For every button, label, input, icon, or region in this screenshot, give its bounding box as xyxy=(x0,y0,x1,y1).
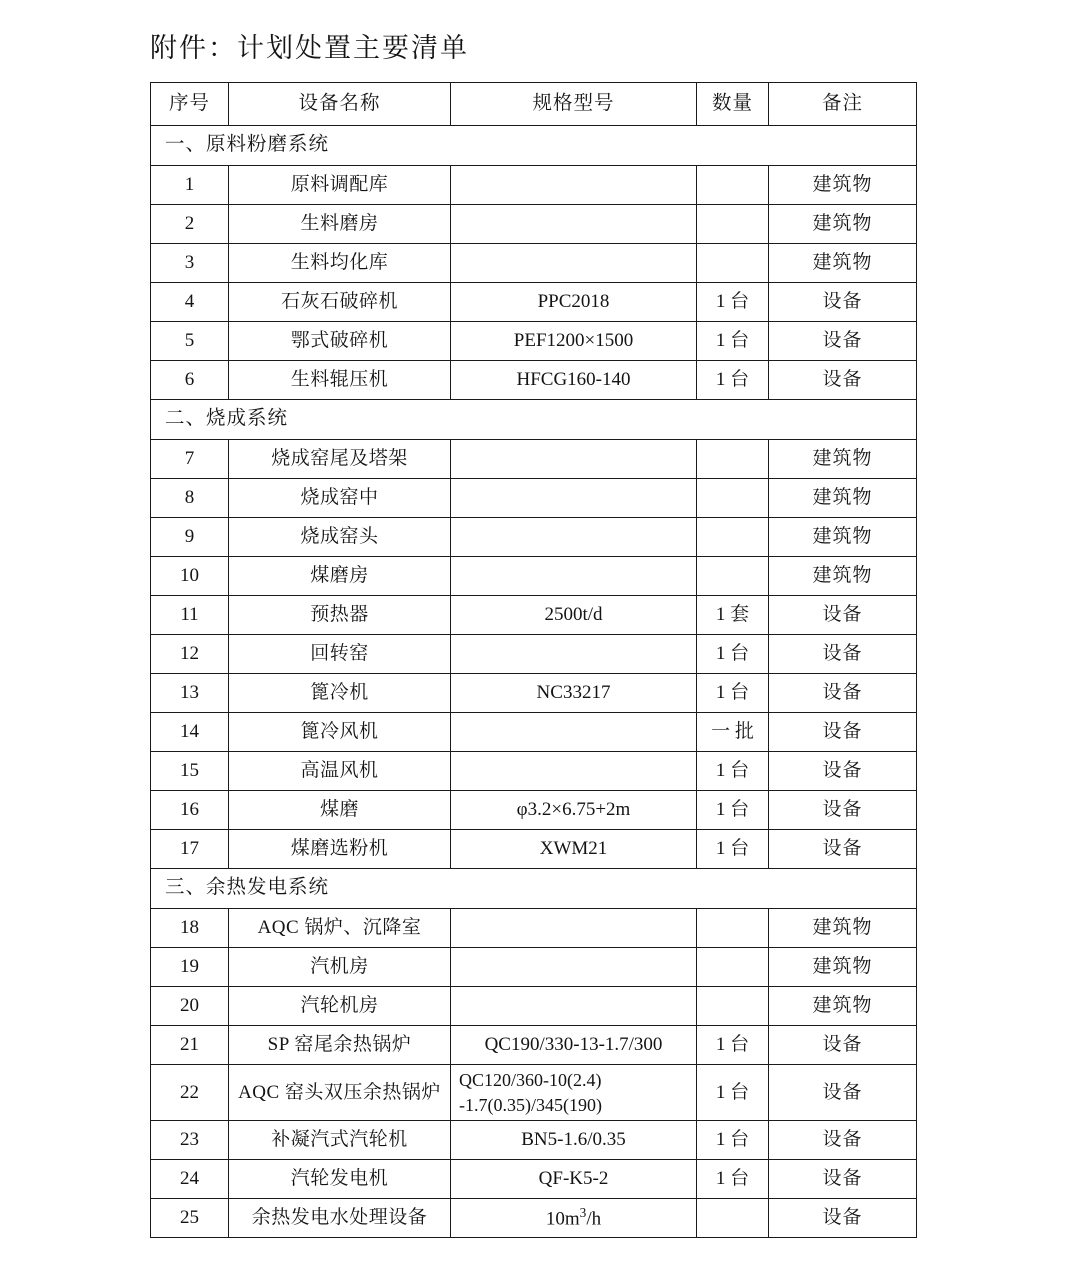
table-row xyxy=(151,909,917,948)
cell-note: 建筑物 xyxy=(769,518,917,557)
cell-equipment-name: 汽机房 xyxy=(229,948,451,987)
cell-equipment-name: SP 窑尾余热锅炉 xyxy=(229,1026,451,1065)
table-row xyxy=(151,518,917,557)
cell-quantity xyxy=(697,987,769,1026)
cell-quantity: 1 台 xyxy=(697,635,769,674)
cell-specification xyxy=(451,479,697,518)
cell-equipment-name: 烧成窑尾及塔架 xyxy=(229,440,451,479)
cell-note: 建筑物 xyxy=(769,440,917,479)
cell-equipment-name: 生料均化库 xyxy=(229,244,451,283)
cell-equipment-name: 预热器 xyxy=(229,596,451,635)
cell-no: 1 xyxy=(151,166,229,205)
cell-quantity xyxy=(697,166,769,205)
cell-specification: BN5-1.6/0.35 xyxy=(451,1121,697,1160)
table-row xyxy=(151,830,917,869)
cell-note: 设备 xyxy=(769,752,917,791)
cell-no: 15 xyxy=(151,752,229,791)
cell-quantity: 1 台 xyxy=(697,830,769,869)
cell-specification xyxy=(451,440,697,479)
table-section-row xyxy=(151,400,917,440)
cell-specification: QC190/330-13-1.7/300 xyxy=(451,1026,697,1065)
cell-quantity: 1 台 xyxy=(697,1160,769,1199)
cell-equipment-name: 高温风机 xyxy=(229,752,451,791)
cell-no: 6 xyxy=(151,361,229,400)
cell-note: 建筑物 xyxy=(769,557,917,596)
cell-note: 设备 xyxy=(769,1199,917,1238)
cell-quantity: 1 台 xyxy=(697,1065,769,1121)
cell-no: 10 xyxy=(151,557,229,596)
cell-no: 20 xyxy=(151,987,229,1026)
table-row xyxy=(151,1121,917,1160)
cell-specification xyxy=(451,244,697,283)
cell-note: 建筑物 xyxy=(769,166,917,205)
cell-specification xyxy=(451,635,697,674)
section-heading: 三、余热发电系统 xyxy=(151,869,917,909)
cell-no: 4 xyxy=(151,283,229,322)
cell-specification: PEF1200×1500 xyxy=(451,322,697,361)
cell-quantity xyxy=(697,244,769,283)
cell-quantity: 1 台 xyxy=(697,322,769,361)
cell-specification: QC120/360-10(2.4) -1.7(0.35)/345(190) xyxy=(451,1065,697,1121)
table-row xyxy=(151,479,917,518)
table-row xyxy=(151,244,917,283)
cell-quantity xyxy=(697,479,769,518)
cell-no: 12 xyxy=(151,635,229,674)
cell-no: 13 xyxy=(151,674,229,713)
cell-quantity: 1 台 xyxy=(697,361,769,400)
cell-specification: XWM21 xyxy=(451,830,697,869)
cell-equipment-name: 烧成窑头 xyxy=(229,518,451,557)
column-header-note: 备注 xyxy=(769,83,917,126)
table-row xyxy=(151,205,917,244)
cell-no: 25 xyxy=(151,1199,229,1238)
table-row xyxy=(151,166,917,205)
cell-no: 11 xyxy=(151,596,229,635)
table-row xyxy=(151,1160,917,1199)
cell-quantity xyxy=(697,205,769,244)
cell-note: 设备 xyxy=(769,322,917,361)
cell-quantity xyxy=(697,557,769,596)
cell-no: 17 xyxy=(151,830,229,869)
cell-quantity xyxy=(697,948,769,987)
table-section-row xyxy=(151,869,917,909)
table-row xyxy=(151,987,917,1026)
cell-equipment-name: 生料辊压机 xyxy=(229,361,451,400)
cell-specification xyxy=(451,948,697,987)
cell-note: 设备 xyxy=(769,596,917,635)
table-header-row xyxy=(151,83,917,126)
cell-note: 设备 xyxy=(769,361,917,400)
cell-no: 5 xyxy=(151,322,229,361)
equipment-table-wrapper xyxy=(150,82,916,1238)
cell-specification: φ3.2×6.75+2m xyxy=(451,791,697,830)
cell-note: 设备 xyxy=(769,283,917,322)
column-header-qty: 数量 xyxy=(697,83,769,126)
cell-specification xyxy=(451,752,697,791)
section-heading: 二、烧成系统 xyxy=(151,400,917,440)
cell-equipment-name: 煤磨 xyxy=(229,791,451,830)
cell-no: 14 xyxy=(151,713,229,752)
table-body xyxy=(151,126,917,1238)
cell-quantity: 1 台 xyxy=(697,283,769,322)
cell-equipment-name: 烧成窑中 xyxy=(229,479,451,518)
page-title: 附件：计划处置主要清单 xyxy=(150,33,469,63)
section-heading: 一、原料粉磨系统 xyxy=(151,126,917,166)
table-row xyxy=(151,1199,917,1238)
cell-no: 8 xyxy=(151,479,229,518)
cell-note: 设备 xyxy=(769,830,917,869)
cell-no: 23 xyxy=(151,1121,229,1160)
cell-note: 设备 xyxy=(769,1160,917,1199)
cell-specification xyxy=(451,557,697,596)
cell-equipment-name: 汽轮发电机 xyxy=(229,1160,451,1199)
table-row xyxy=(151,1065,917,1121)
cell-quantity: 一 批 xyxy=(697,713,769,752)
cell-no: 21 xyxy=(151,1026,229,1065)
cell-equipment-name: 篦冷机 xyxy=(229,674,451,713)
table-row xyxy=(151,713,917,752)
cell-no: 19 xyxy=(151,948,229,987)
column-header-name: 设备名称 xyxy=(229,83,451,126)
table-row xyxy=(151,1026,917,1065)
cell-quantity: 1 台 xyxy=(697,674,769,713)
cell-quantity xyxy=(697,440,769,479)
cell-equipment-name: 汽轮机房 xyxy=(229,987,451,1026)
cell-equipment-name: 煤磨选粉机 xyxy=(229,830,451,869)
cell-equipment-name: AQC 窑头双压余热锅炉 xyxy=(229,1065,451,1121)
cell-quantity: 1 台 xyxy=(697,1121,769,1160)
cell-no: 9 xyxy=(151,518,229,557)
cell-note: 设备 xyxy=(769,791,917,830)
cell-note: 设备 xyxy=(769,635,917,674)
cell-specification: HFCG160-140 xyxy=(451,361,697,400)
cell-specification xyxy=(451,518,697,557)
cell-specification: QF-K5-2 xyxy=(451,1160,697,1199)
cell-note: 设备 xyxy=(769,1121,917,1160)
cell-note: 设备 xyxy=(769,1065,917,1121)
table-section-row xyxy=(151,126,917,166)
cell-equipment-name: 石灰石破碎机 xyxy=(229,283,451,322)
cell-no: 2 xyxy=(151,205,229,244)
cell-no: 18 xyxy=(151,909,229,948)
cell-no: 16 xyxy=(151,791,229,830)
table-row xyxy=(151,596,917,635)
cell-equipment-name: 余热发电水处理设备 xyxy=(229,1199,451,1238)
cell-equipment-name: 原料调配库 xyxy=(229,166,451,205)
cell-note: 建筑物 xyxy=(769,205,917,244)
cell-no: 3 xyxy=(151,244,229,283)
table-row xyxy=(151,635,917,674)
cell-note: 设备 xyxy=(769,1026,917,1065)
cell-note: 建筑物 xyxy=(769,244,917,283)
cell-specification xyxy=(451,166,697,205)
cell-specification: NC33217 xyxy=(451,674,697,713)
table-row xyxy=(151,361,917,400)
cell-equipment-name: 回转窑 xyxy=(229,635,451,674)
table-row xyxy=(151,283,917,322)
table-row xyxy=(151,440,917,479)
cell-no: 22 xyxy=(151,1065,229,1121)
cell-specification xyxy=(451,987,697,1026)
table-row xyxy=(151,557,917,596)
cell-no: 24 xyxy=(151,1160,229,1199)
cell-equipment-name: 鄂式破碎机 xyxy=(229,322,451,361)
cell-equipment-name: 补凝汽式汽轮机 xyxy=(229,1121,451,1160)
cell-quantity: 1 套 xyxy=(697,596,769,635)
cell-quantity xyxy=(697,909,769,948)
table-row xyxy=(151,752,917,791)
column-header-no: 序号 xyxy=(151,83,229,126)
table-head xyxy=(151,83,917,126)
cell-quantity xyxy=(697,518,769,557)
cell-note: 建筑物 xyxy=(769,909,917,948)
cell-equipment-name: 煤磨房 xyxy=(229,557,451,596)
cell-specification: $10m^3/h$ xyxy=(451,1199,697,1238)
cell-note: 建筑物 xyxy=(769,987,917,1026)
cell-specification: PPC2018 xyxy=(451,283,697,322)
cell-note: 设备 xyxy=(769,674,917,713)
table-row xyxy=(151,674,917,713)
cell-note: 建筑物 xyxy=(769,948,917,987)
cell-equipment-name: AQC 锅炉、沉降室 xyxy=(229,909,451,948)
cell-specification xyxy=(451,713,697,752)
cell-specification xyxy=(451,205,697,244)
equipment-table xyxy=(150,82,917,1238)
cell-specification: 2500t/d xyxy=(451,596,697,635)
cell-specification xyxy=(451,909,697,948)
cell-note: 设备 xyxy=(769,713,917,752)
cell-note: 建筑物 xyxy=(769,479,917,518)
cell-quantity xyxy=(697,1199,769,1238)
table-row xyxy=(151,791,917,830)
cell-equipment-name: 生料磨房 xyxy=(229,205,451,244)
cell-quantity: 1 台 xyxy=(697,752,769,791)
table-row xyxy=(151,948,917,987)
cell-quantity: 1 台 xyxy=(697,791,769,830)
table-row xyxy=(151,322,917,361)
cell-equipment-name: 篦冷风机 xyxy=(229,713,451,752)
column-header-spec: 规格型号 xyxy=(451,83,697,126)
cell-no: 7 xyxy=(151,440,229,479)
cell-quantity: 1 台 xyxy=(697,1026,769,1065)
